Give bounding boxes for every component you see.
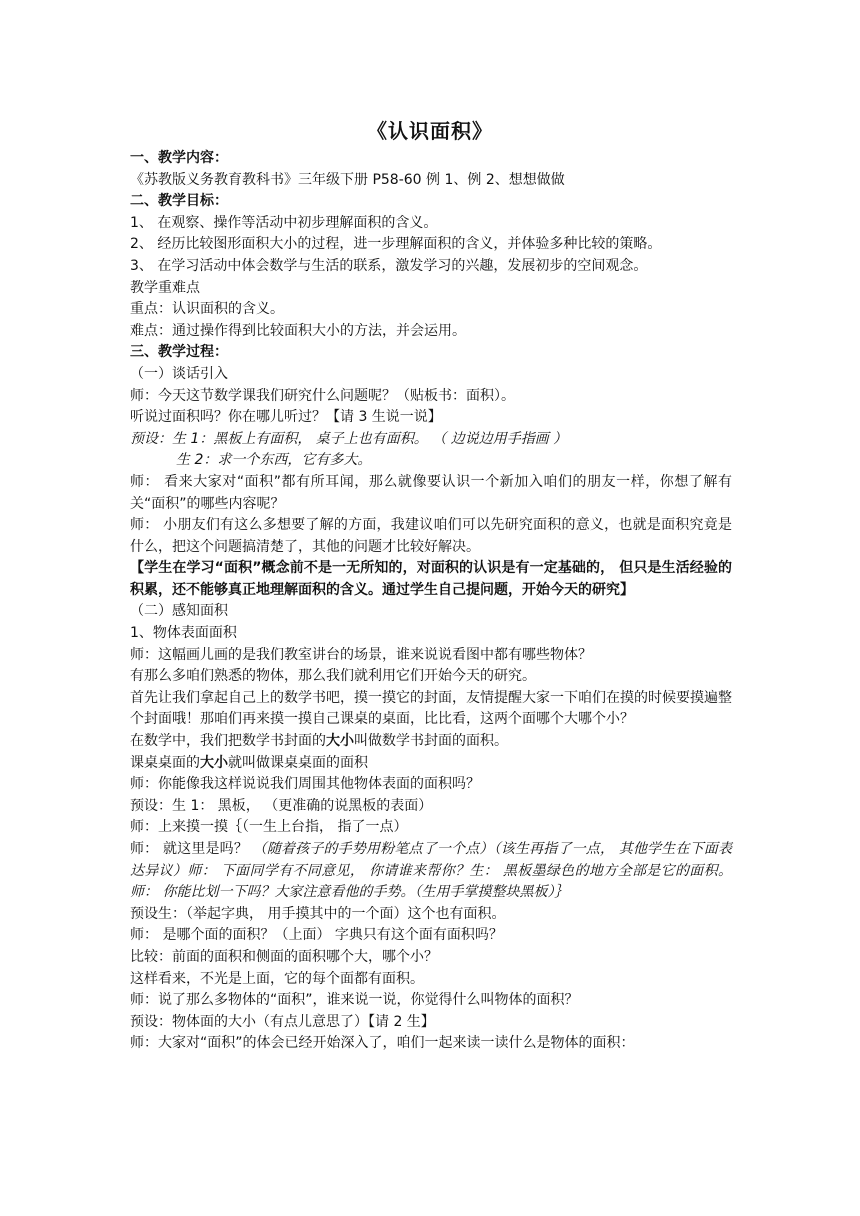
paragraph: 师：说了那么多物体的“面积”，谁来说一说，你觉得什么叫物体的面积？ — [130, 992, 579, 1009]
paragraph: 预设生：（举起字典， 用手摸其中的一个面）这个也有面积。 — [130, 905, 506, 922]
text-span: 课桌桌面的 — [130, 754, 200, 771]
goal-item: 1、 在观察、操作等活动中初步理解面积的含义。 — [130, 214, 438, 231]
goal-item: 2、 经历比较图形面积大小的过程，进一步理解面积的含义，并体验多种比较的策略。 — [130, 236, 662, 253]
italic-text: （随着孩子的手势用粉笔点了一个点）（该生再指了一点， 其他学生在下面表达异议）师： 下面同学有不同意见， 你请谁来帮你？生： 黑板墨绿色的地方全部是它的面积。师： 你能比划一下吗？大家注意看他的手势。（生用手掌摸整块黑板）｝ — [130, 841, 732, 901]
paragraph: 师：上来摸一摸｛（一生上台指， 指了一点） — [130, 819, 408, 836]
paragraph: 师： 是哪个面的面积？（上面） 字典只有这个面有面积吗？ — [130, 927, 503, 944]
text-span: 就叫做课桌桌面的面积 — [228, 754, 368, 771]
paragraph: 预设：生 1： 黑板， （更准确的说黑板的表面） — [130, 797, 433, 814]
subsection-heading: （二）感知面积 — [130, 603, 228, 620]
paragraph — [130, 753, 732, 775]
paragraph — [130, 731, 732, 753]
emphasis: 大小 — [326, 733, 354, 750]
text-span: 在数学中，我们把数学书封面的 — [130, 733, 326, 750]
paragraph: 师： 看来大家对“面积”都有所耳闻，那么就像要认识一个新加入咱们的朋友一样，你想了解有关“面积”的哪些内容呢？ — [130, 473, 732, 512]
paragraph: 首先让我们拿起自己上的数学书吧，摸一摸它的封面，友情提醒大家一下咱们在摸的时候要摸遍整个封面哦！那咱们再来摸一摸自己课桌的桌面，比比看，这两个面哪个大哪个小？ — [130, 689, 732, 728]
subsection-heading: 1、物体表面面积 — [130, 625, 237, 642]
paragraph — [130, 839, 732, 904]
keypoint: 重点：认识面积的含义。 — [130, 301, 284, 318]
paragraph: 预设：生 1：黑板上有面积， 桌子上也有面积。 （ 边说边用手指画 ） — [130, 430, 568, 447]
section-heading-content: 一、教学内容： — [130, 150, 228, 166]
teaching-note: 【学生在学习“面积”概念前不是一无所知的，对面积的认识是有一定基础的， 但只是生活经验的积累，还不能够真正地理解面积的含义。通过学生自己提问题，开始今天的研究】 — [130, 560, 732, 598]
paragraph: 比较：前面的面积和侧面的面积哪个大，哪个小？ — [130, 948, 438, 965]
text-span: 叫做数学书封面的面积。 — [354, 733, 508, 750]
section-heading-process: 三、教学过程： — [130, 344, 228, 361]
document-title: 《认识面积》 — [367, 119, 493, 143]
paragraph: 听说过面积吗？你在哪儿听过？【请 3 生说一说】 — [130, 409, 442, 426]
paragraph: 预设：物体面的大小（有点儿意思了）【请 2 生】 — [130, 1013, 435, 1030]
difficulty: 难点：通过操作得到比较面积大小的方法，并会运用。 — [130, 322, 466, 339]
paragraph: 有那么多咱们熟悉的物体，那么我们就利用它们开始今天的研究。 — [130, 668, 536, 685]
keypoints-heading: 教学重难点 — [130, 279, 200, 296]
subsection-heading: （一）谈话引入 — [130, 365, 228, 382]
paragraph: 师： 小朋友们有这么多想要了解的方面，我建议咱们可以先研究面积的意义，也就是面积究竟是什么，把这个问题搞清楚了，其他的问题才比较好解决。 — [130, 517, 732, 555]
goal-item: 3、 在学习活动中体会数学与生活的联系，激发学习的兴趣，发展初步的空间观念。 — [130, 257, 648, 274]
paragraph: 师：你能像我这样说说我们周围其他物体表面的面积吗？ — [130, 776, 480, 793]
paragraph: 《苏教版义务教育教科书》三年级下册 P58-60 例 1、例 2、想想做做 — [130, 171, 565, 188]
emphasis: 大小 — [200, 754, 228, 771]
paragraph: 这样看来，不光是上面，它的每个面都有面积。 — [130, 970, 424, 987]
paragraph: 师：这幅画儿画的是我们教室讲台的场景，谁来说说看图中都有哪些物体？ — [130, 646, 592, 663]
section-heading-goals: 二、教学目标： — [130, 193, 228, 210]
document-body — [130, 148, 732, 1055]
paragraph: 生 2：求一个东西，它有多大。 — [176, 452, 372, 469]
paragraph: 师：今天这节数学课我们研究什么问题呢？（贴板书：面积）。 — [130, 387, 515, 404]
text-span: 师： 就这里是吗？ — [130, 841, 253, 857]
paragraph: 师：大家对“面积”的体会已经开始深入了，咱们一起来读一读什么是物体的面积： — [130, 1035, 635, 1052]
